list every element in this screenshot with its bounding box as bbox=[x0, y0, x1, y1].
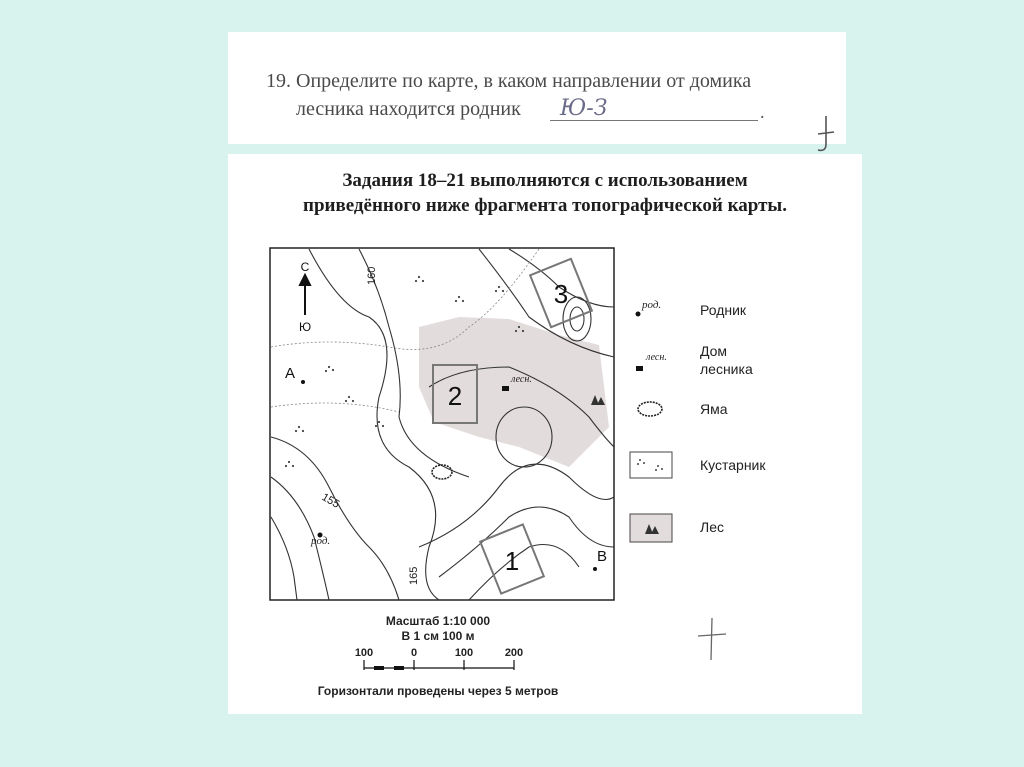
legend-forest-icon bbox=[630, 514, 672, 542]
plus-mark-icon bbox=[694, 614, 730, 664]
scale-title: Масштаб 1:10 000 bbox=[385, 614, 491, 628]
question-line-1: 19. Определите по карте, в каком направлении от домика bbox=[266, 70, 752, 92]
contour-label-160: 160 bbox=[366, 266, 378, 285]
legend-spring-icon bbox=[636, 312, 641, 317]
scale-bar bbox=[288, 644, 588, 684]
forester-house-label: лесн. bbox=[511, 374, 532, 385]
answer-end-dot: . bbox=[760, 102, 765, 122]
topographic-map bbox=[269, 247, 615, 601]
legend-pit-icon bbox=[638, 402, 662, 416]
forester-house-marker bbox=[502, 386, 509, 391]
question-line-2: лесника находится родник bbox=[296, 98, 521, 120]
legend-house-icon bbox=[636, 366, 643, 371]
point-b-label: В bbox=[597, 548, 608, 565]
task-title bbox=[228, 168, 862, 218]
legend-spring-label: Родник bbox=[700, 302, 747, 318]
legend-pit-label: Яма bbox=[700, 401, 728, 417]
map-legend bbox=[628, 294, 848, 554]
handwritten-answer: Ю-З bbox=[560, 96, 608, 121]
scale-tick-100-left: 100 bbox=[354, 647, 374, 659]
task-title-line-1: Задания 18–21 выполняются с использованием bbox=[342, 170, 748, 191]
task-title-line-2: приведённого ниже фрагмента топографической карты. bbox=[303, 195, 787, 216]
legend-shrub-icon bbox=[630, 452, 672, 478]
task-card bbox=[228, 154, 862, 714]
legend-forest-label: Лес bbox=[700, 519, 724, 535]
area-3-label: 3 bbox=[553, 279, 569, 309]
compass-north: С bbox=[300, 260, 310, 274]
legend-shrub-label: Кустарник bbox=[700, 457, 766, 473]
compass-south: Ю bbox=[298, 320, 312, 334]
scale-block bbox=[288, 612, 588, 702]
contour-label-155: 155 bbox=[319, 491, 342, 511]
legend-house-label-1: Дом bbox=[700, 343, 728, 359]
scale-tick-200: 200 bbox=[504, 647, 524, 659]
scale-tick-0: 0 bbox=[410, 647, 418, 659]
contour-interval-note: Горизонтали проведены через 5 метров bbox=[317, 684, 559, 698]
scale-tick-100-right: 100 bbox=[454, 647, 474, 659]
scale-subtitle: В 1 см 100 м bbox=[401, 629, 475, 643]
question-card bbox=[228, 32, 846, 144]
legend-house-label-2: лесника bbox=[700, 361, 753, 377]
point-a-label: А bbox=[285, 365, 296, 382]
spring-label: род. bbox=[311, 535, 331, 547]
point-b-marker bbox=[593, 567, 597, 571]
legend-house-symbol-text: лесн. bbox=[646, 352, 667, 363]
area-2-label: 2 bbox=[447, 381, 463, 411]
contour-label-165: 165 bbox=[408, 566, 420, 585]
legend-spring-symbol-text: род. bbox=[642, 299, 662, 311]
point-a-marker bbox=[301, 380, 305, 384]
checkmark-icon bbox=[804, 114, 844, 156]
area-1-label: 1 bbox=[504, 546, 520, 576]
